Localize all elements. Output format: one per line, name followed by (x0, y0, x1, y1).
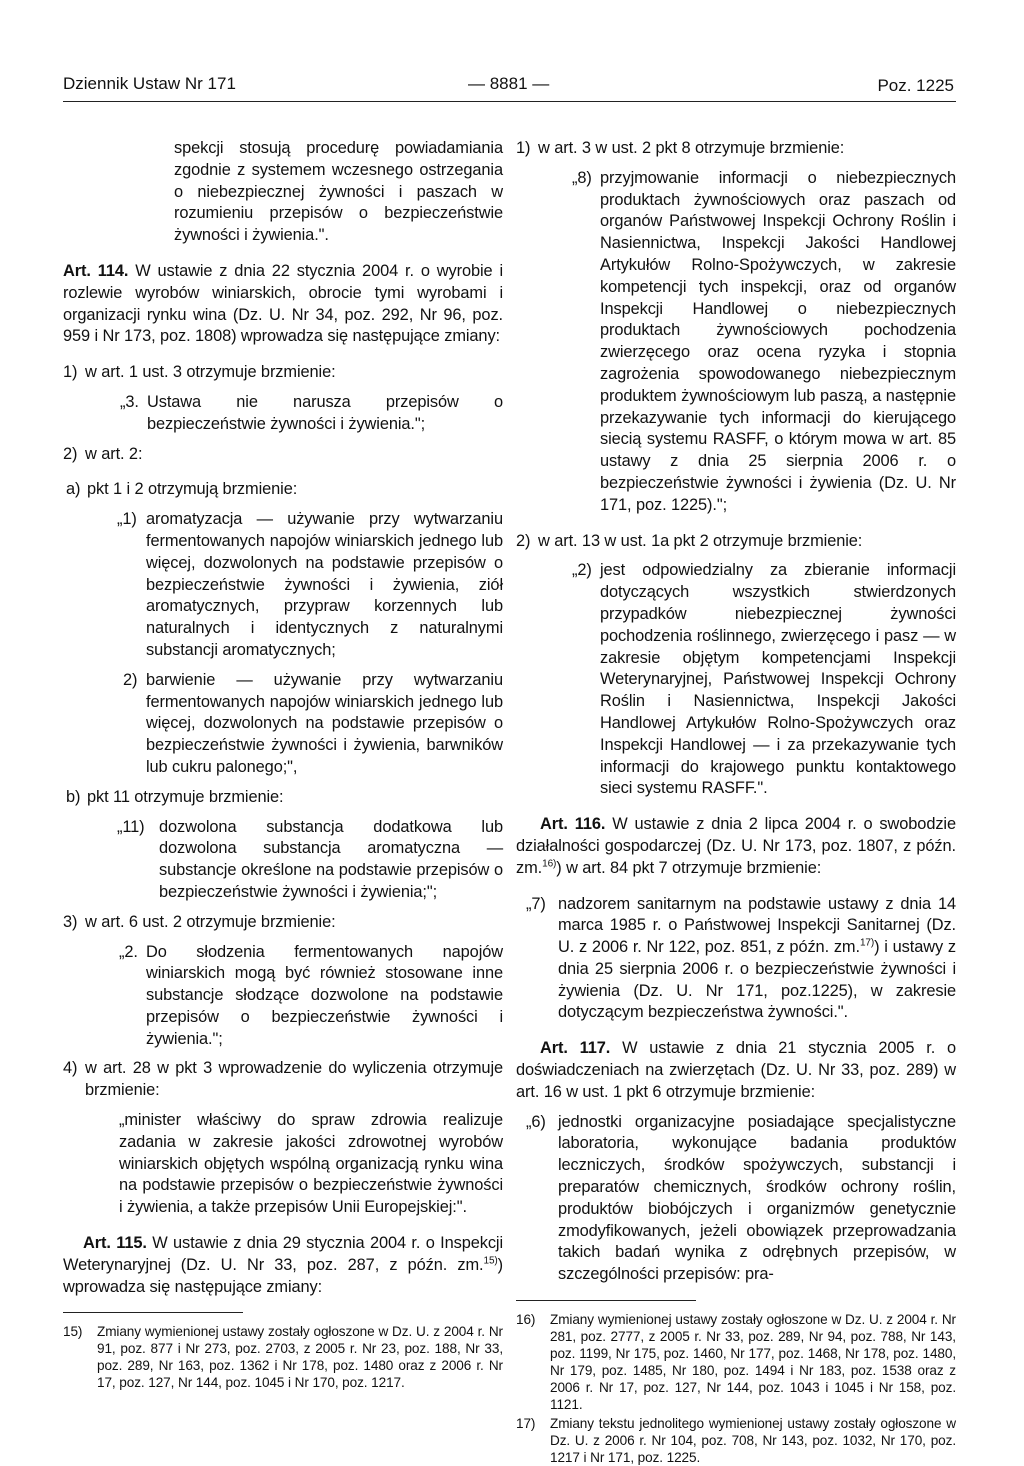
item-text: przyjmowanie informacji o niebezpiecznych produktach żywnościowych oraz paszach od organów Państwowej Inspekcji Ochrony Roślin i Nasiennictwa, Inspekcji Jakości Handlowej Artykułów Rolno-Spożywczych, w zakresie kompetencji tych inspekcji, oraz od organów Inspekcji Handlowej o niebezpiecznych produktach żywnościowych pochodzenia zwierzęcego oraz ocena ryzyka i stopnia zagrożenia spowodowanego niebezpiecznym produktem żywnościowym lub paszą, a następnie przekazywanie tych informacji do kierującego siecią systemu RASFF, o którym mowa w art. 85 ustawy z dnia 25 sierpnia 2006 r. o bezpieczeństwie żywności i żywienia (Dz. U. Nr 171, poz. 1225)."; (600, 168, 956, 514)
article-114-label: Art. 114. (63, 261, 129, 280)
position-number: Poz. 1225 (877, 76, 954, 95)
item-text: w art. 3 w ust. 2 pkt 8 otrzymuje brzmienie: (538, 139, 845, 157)
article-116 (516, 814, 956, 879)
item-text: dozwolona substancja dodatkowa lub dozwolona substancja aromatyczna — substancje określone na podstawie przepisów o bezpieczeństwie żywności i żywienia;"; (159, 817, 503, 901)
item-text: nadzorem sanitarnym na podstawie ustawy z dnia 14 marca 1985 r. o Państwowej Inspekcji Sanitarnej (Dz. U. z 2006 r. Nr 122, poz. 851, z późn. zm. (558, 894, 956, 957)
quote-item (123, 670, 503, 779)
item-number: 3) (63, 912, 78, 931)
list-item (63, 912, 503, 934)
page-header (63, 74, 956, 104)
item-text: ) i ustawy z dnia 25 sierpnia 2006 r. o bezpieczeństwie żywności i żywienia (Dz. U. Nr 171, poz.1225), w zakresie dotyczącym bezpieczeństwa żywności.". (558, 938, 956, 1022)
item-text: w art. 2: (85, 444, 143, 463)
quote-item (526, 894, 956, 1025)
list-item (63, 444, 503, 466)
article-116-tail: ) w art. 84 pkt 7 otrzymuje brzmienie: (556, 858, 822, 877)
footnote-number: 17) (516, 1416, 536, 1432)
footnote-text: Zmiany wymienionej ustawy zostały ogłoszone w Dz. U. z 2004 r. Nr 281, poz. 2777, z 2005 r. Nr 33, poz. 289, Nr 94, poz. 788, Nr 143, poz. 1199, Nr 175, poz. 1460, Nr 177, poz. 1468, Nr 178, poz. 1480, Nr 179, poz. 1485, Nr 180, poz. 1494 i Nr 183, poz. 1538 oraz z 2006 r. Nr 17, poz. 127, Nr 144, poz. 1043 i 1045 i Nr 158, poz. 1121. (550, 1312, 956, 1413)
article-117-label: Art. 117. (540, 1039, 611, 1058)
article-116-text: W ustawie z dnia 2 lipca 2004 r. o swobodzie działalności gospodarczej (Dz. U. Nr 173, poz. 1807, z późn. zm. (516, 815, 956, 877)
item-number: „7) (526, 894, 546, 913)
footnote-number: 16) (516, 1312, 536, 1328)
article-115 (63, 1233, 503, 1298)
item-number: „6) (526, 1112, 546, 1131)
quote-item (120, 392, 503, 436)
item-text: jednostki organizacyjne posiadające specjalistyczne laboratoria, wykonujące badania produktów leczniczych, środków spożywczych, substancji i preparatów chemicznych, środków ochrony roślin, produktów biobójczych i organizmów genetycznie zmodyfikowanych, jeżeli obowiązek przeprowadzania takich badań wynika z odrębnych przepisów, w szczególności przepisów: pra- (558, 1112, 956, 1284)
item-text: jest odpowiedzialny za zbieranie informacji dotyczących wszystkich stwierdzonych przypadków niebezpiecznej żywności pochodzenia roślinnego, zwierzęcego i pasz — w zakresie objętym kompetencjami Inspekcji Weterynaryjnej, Państwowej Inspekcji Ochrony Roślin i Nasiennictwa, Inspekcji Jakości Handlowej Artykułów Rolno-Spożywczych oraz Inspekcji Handlowej — i za przekazywanie tych informacji do krajowego punktu kontaktowego sieci systemu RASFF.". (600, 561, 956, 798)
item-number: 1) (63, 363, 78, 382)
footnote-rule (63, 1312, 243, 1313)
right-column (516, 138, 956, 1466)
footnote-number: 15) (63, 1324, 83, 1340)
list-item (63, 362, 503, 384)
article-115-text: W ustawie z dnia 29 stycznia 2004 r. o Inspekcji Weterynaryjnej (Dz. U. Nr 33, poz. 287, z późn. zm. (63, 1234, 503, 1274)
quote-item (119, 942, 503, 1051)
footnote-ref: 15) (483, 1255, 498, 1267)
item-text: Do słodzenia fermentowanych napojów winiarskich mogą być również stosowane inne substancje słodzące dozwolone na podstawie przepisów o bezpieczeństwie żywności i żywienia."; (146, 942, 503, 1048)
article-117-text: W ustawie z dnia 21 stycznia 2005 r. o doświadczeniach na zwierzętach (Dz. U. Nr 33, poz. 289) w art. 16 w ust. 1 pkt 6 otrzymuje brzmienie: (516, 1039, 956, 1101)
left-column (63, 138, 503, 1391)
list-item (66, 479, 503, 501)
article-114-text: W ustawie z dnia 22 stycznia 2004 r. o wyrobie i rozlewie wyrobów winiarskich, obrocie tymi wyrobami i organizacji rynku wina (Dz. U. Nr 34, poz. 292, Nr 96, poz. 959 i Nr 173, poz. 1808) wprowadza się następujące zmiany: (63, 261, 503, 346)
item-number: „3. (120, 392, 139, 411)
page-number: — 8881 — (468, 74, 550, 93)
list-item (66, 787, 503, 809)
article-115-tail: ) wprowadza się następujące zmiany: (63, 1255, 503, 1296)
quote-item (572, 168, 956, 517)
article-117 (516, 1038, 956, 1103)
item-number: „2. (119, 942, 138, 961)
article-115-label: Art. 115. (83, 1234, 147, 1253)
item-number: 2) (123, 670, 138, 689)
item-text: pkt 11 otrzymuje brzmienie: (87, 787, 284, 806)
item-text: Ustawa nie narusza przepisów o bezpieczeństwie żywności i żywienia."; (147, 392, 503, 433)
list-item (63, 1058, 503, 1102)
footnote-ref: 17) (859, 937, 875, 949)
journal-title: Dziennik Ustaw Nr 171 (63, 74, 236, 93)
footnote-text: Zmiany wymienionej ustawy zostały ogłoszone w Dz. U. z 2004 r. Nr 91, poz. 877 i Nr 273, poz. 2703, z 2005 r. Nr 23, poz. 188, Nr 33, poz. 289, Nr 163, poz. 1362 i Nr 178, poz. 1480 oraz z 2006 r. Nr 17, poz. 127, Nr 144, poz. 1045 i Nr 170, poz. 1217. (97, 1324, 503, 1391)
item-text: pkt 1 i 2 otrzymują brzmienie: (87, 480, 298, 499)
list-item (516, 138, 956, 160)
footnote-text: Zmiany tekstu jednolitego wymienionej ustawy zostały ogłoszone w Dz. U. z 2006 r. Nr 104, poz. 708, Nr 143, poz. 1032, Nr 170, poz. 1217 i Nr 171, poz. 1225. (550, 1416, 956, 1466)
item-number: „1) (117, 510, 137, 529)
article-116-label: Art. 116. (540, 815, 606, 834)
item-number: „8) (572, 168, 592, 187)
footnote-15 (63, 1323, 503, 1391)
item-number: 2) (63, 444, 78, 463)
item-text: w art. 28 w pkt 3 wprowadzenie do wyliczenia otrzymuje brzmienie: (85, 1059, 503, 1100)
item-number: 4) (63, 1059, 78, 1078)
quote-item (526, 1112, 956, 1286)
item-number: b) (66, 787, 81, 806)
quote-item (117, 509, 503, 662)
item-number: 2) (516, 531, 531, 550)
header-rule (63, 101, 956, 102)
quote-item (572, 560, 956, 800)
item-number: a) (66, 480, 81, 499)
item-text: w art. 1 ust. 3 otrzymuje brzmienie: (85, 363, 336, 382)
item-number: „2) (572, 561, 592, 580)
item-text: aromatyzacja — używanie przy wytwarzaniu fermentowanych napojów winiarskich jednego lub więcej, dozwolonych na podstawie przepisów o bezpieczeństwie żywności i żywienia, ziół aromatycznych, przypraw korzennych lub naturalnych i identycznych z naturalnymi substancji aromatycznych; (146, 510, 503, 659)
list-item (516, 531, 956, 553)
article-114 (63, 261, 503, 348)
item-number: 1) (516, 139, 531, 157)
footnote-16 (516, 1311, 956, 1413)
item-text: barwienie — używanie przy wytwarzaniu fermentowanych napojów winiarskich jednego lub więcej, dozwolonych na podstawie przepisów o bezpieczeństwie żywności i żywienia, barwników lub cukru palonego;", (146, 670, 503, 776)
item-text: w art. 13 w ust. 1a pkt 2 otrzymuje brzmienie: (538, 531, 863, 550)
quote-item (117, 817, 503, 904)
footnote-rule (516, 1300, 696, 1301)
item-number: „11) (117, 817, 145, 836)
item-text: w art. 6 ust. 2 otrzymuje brzmienie: (85, 912, 336, 931)
footnote-ref: 16) (542, 858, 557, 870)
continuation-paragraph: spekcji stosują procedurę powiadamiania zgodnie z systemem wczesnego ostrzegania o niebezpiecznej żywności i paszach w rozumieniu przepisów o bezpieczeństwie żywności i żywienia.". (174, 139, 503, 245)
quote-paragraph: „minister właściwy do spraw zdrowia realizuje zadania w zakresie jakości zdrowotnej wyrobów winiarskich objętych wspólną organizacją rynku wina na podstawie przepisów o bezpieczeństwie żywności i żywienia, a także przepisów Unii Europejskiej:". (119, 1111, 503, 1217)
